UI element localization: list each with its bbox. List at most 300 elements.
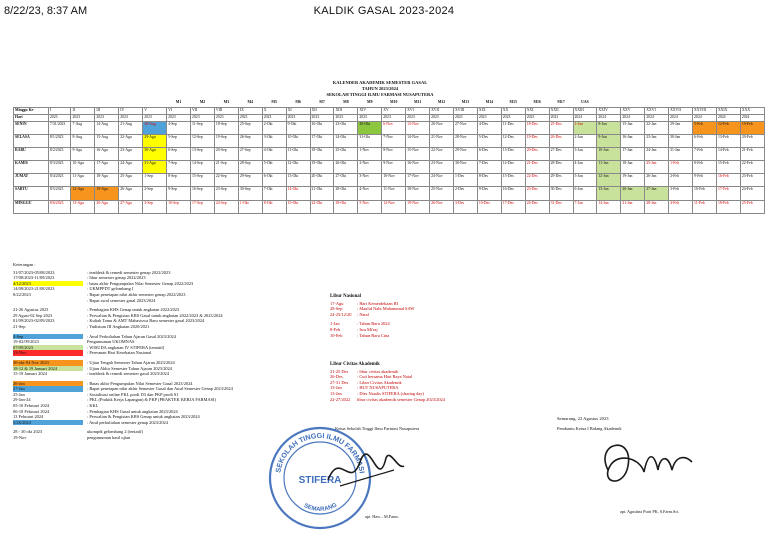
date-cell: 4-Sep xyxy=(167,121,191,134)
month-cell: M8 xyxy=(343,100,349,104)
date-cell: 22-Feb xyxy=(740,161,764,174)
date-cell: 31-Agu xyxy=(143,161,167,174)
year-cell: 2024 xyxy=(740,114,764,121)
date-cell: 28-Nov xyxy=(453,134,477,147)
legend-desc: : teaddesk & remedi semester genap 2022/2023 xyxy=(87,269,171,275)
date-cell: 4-Okt xyxy=(262,147,286,160)
date-cell: 1-Des xyxy=(453,174,477,187)
holidays-desc: : Maulid Nabi Muhammad SAW xyxy=(357,306,415,312)
date-cell: 8-Feb xyxy=(693,161,717,174)
year-cell: 2024 xyxy=(573,114,597,121)
month-row xyxy=(14,100,765,107)
date-cell: 2-Nov xyxy=(358,161,382,174)
cuti-desc: : HUT NUSAPUTERA xyxy=(357,385,399,391)
date-cell: 8-Jan xyxy=(597,121,621,134)
legend-title: Keterangan : xyxy=(13,262,36,267)
date-cell: 16-Agu xyxy=(95,147,119,160)
legend-section xyxy=(13,262,373,441)
week-cell: XXIX xyxy=(716,107,740,114)
month-cell xyxy=(621,100,645,107)
month-cell: M7 xyxy=(319,100,325,104)
date-cell: 31-Jan xyxy=(669,147,693,160)
cuti-date: 21-25 Des xyxy=(330,368,349,374)
date-cell: 11-Sep xyxy=(191,121,215,134)
date-cell: 19-Des xyxy=(525,134,549,147)
date-cell: 28-Des xyxy=(549,161,573,174)
year-cell: 2023 xyxy=(48,114,71,121)
week-cell: XVII xyxy=(430,107,454,114)
date-cell: 25-Agu xyxy=(119,174,143,187)
date-cell: 14-Sep xyxy=(191,161,215,174)
date-cell: 20-Nov xyxy=(430,121,454,134)
left-signatory-name: apt. Haw... M.Farm. xyxy=(365,514,399,519)
date-cell: 4-Jan xyxy=(573,161,597,174)
holidays-item xyxy=(330,333,530,339)
year-cell: 2024 xyxy=(693,114,717,121)
cuti-desc: : Libur Civitas Akademik xyxy=(357,379,402,385)
date-cell: 23-Okt xyxy=(334,121,358,134)
legend-desc: ukompdt gelombang 2 (tentatif) xyxy=(87,429,143,435)
year-cell: 2023 xyxy=(286,114,310,121)
month-cell xyxy=(143,100,167,107)
holidays-date: 10-Feb xyxy=(330,332,343,338)
national-holidays-section xyxy=(330,294,530,338)
page-header xyxy=(0,0,768,22)
date-cell: 19-Agu xyxy=(95,187,119,200)
date-cell: 14-Des xyxy=(501,161,525,174)
week-cell: XXII xyxy=(549,107,573,114)
day-name: SABTU xyxy=(14,187,49,200)
stamp-text-mid: STIFERA xyxy=(298,475,342,486)
legend-date: 29-Jan-24 xyxy=(13,397,31,403)
legend-date: 14/08/2023-21/08/2023 xyxy=(13,286,55,292)
date-cell: 17-Feb xyxy=(716,187,740,200)
week-cell: XVI xyxy=(406,107,430,114)
holidays-title: Libur Nasional xyxy=(330,294,361,299)
date-cell: 26-Okt xyxy=(334,161,358,174)
date-cell: 9-Okt xyxy=(286,121,310,134)
date-cell: 18-Jan xyxy=(621,161,645,174)
week-cell: XXVI xyxy=(645,107,669,114)
date-cell: 12-Des xyxy=(501,134,525,147)
date-cell: 13-Des xyxy=(501,147,525,160)
date-cell: 21-Nov xyxy=(430,134,454,147)
date-cell: 25-Okt xyxy=(334,147,358,160)
date-cell: 28-Jan xyxy=(645,200,669,213)
date-cell: 27-Des xyxy=(549,147,573,160)
date-cell: 1-Okt xyxy=(238,200,262,213)
date-cell: 8/2/2023 xyxy=(48,147,71,160)
month-cell: M1 xyxy=(175,100,182,104)
month-cell xyxy=(48,100,71,107)
date-cell: 1-Jan xyxy=(573,121,597,134)
legend-desc: : Awal Perkuliahan Tahun Ajaran Gasal 2023/2024 xyxy=(87,333,176,339)
date-cell: 11-Nov xyxy=(382,187,406,200)
week-cell: VI xyxy=(167,107,191,114)
date-cell: 22-Jan xyxy=(645,121,669,134)
date-cell: 5-Okt xyxy=(262,161,286,174)
day-header: Hari xyxy=(14,114,49,121)
date-cell: 19-Okt xyxy=(310,161,334,174)
date-cell: 4-Nov xyxy=(358,187,382,200)
holidays-date: 8-Feb xyxy=(330,326,341,332)
date-cell: 8/6/2023 xyxy=(48,200,71,213)
date-cell: 24-Feb xyxy=(740,187,764,200)
date-cell: 26-Sep xyxy=(238,134,262,147)
week-cell: XIX xyxy=(477,107,501,114)
legend-date: 07/09/2023 xyxy=(13,345,83,351)
week-cell: XXIII xyxy=(573,107,597,114)
right-signatory-title: Pembantu Ketua I Bidang Akademik xyxy=(557,426,622,431)
date-cell: 13-Nov xyxy=(406,121,430,134)
doc-title-line2: TAHUN 2023/2024 xyxy=(361,86,399,91)
date-cell: 21-Sep xyxy=(214,161,238,174)
legend-desc: : teaddesk & remedi semester gasal 2023/2024 xyxy=(87,371,169,377)
date-cell: 6-Okt xyxy=(262,174,286,187)
week-cell: XXV xyxy=(621,107,645,114)
date-cell: 21-Des xyxy=(525,161,549,174)
date-cell: 8-Des xyxy=(477,174,501,187)
month-cell: M15 xyxy=(509,100,517,104)
holidays-desc: : Tahun Baru Cina xyxy=(357,332,390,338)
date-cell: 24-Agu xyxy=(119,161,143,174)
day-name: MINGGU xyxy=(14,200,49,213)
year-cell: 2024 xyxy=(716,114,740,121)
cuti-date: 26-Des xyxy=(330,374,343,380)
date-cell: 12-Jan xyxy=(597,174,621,187)
date-cell: 9-Des xyxy=(477,187,501,200)
legend-date: 18-12 & 19 Januari 2024 xyxy=(13,366,83,372)
stamp-text-top: SEKOLAH TINGGI ILMU FARMASI xyxy=(273,430,367,474)
date-cell: 7-Des xyxy=(477,161,501,174)
legend-date: 26-Jan xyxy=(13,381,83,387)
date-cell: 10-Des xyxy=(477,200,501,213)
legend-date: 05-10 Februari 2024 xyxy=(13,403,50,409)
date-cell: 18-Des xyxy=(525,121,549,134)
week-row xyxy=(14,107,765,114)
date-cell: 16-Okt xyxy=(310,121,334,134)
date-cell: 27-Okt xyxy=(334,174,358,187)
year-cell: 2023 xyxy=(262,114,286,121)
date-cell: 11-Jan xyxy=(597,161,621,174)
date-cell: 31-Okt xyxy=(358,134,382,147)
date-cell: 28-Aug xyxy=(143,121,167,134)
legend-desc: : Kuliah Tamu & AMT Mahasiswa Baru semester gasal 2023/2024 xyxy=(87,318,205,324)
academic-break-section xyxy=(330,362,550,402)
month-cell: M14 xyxy=(485,100,494,104)
date-cell: 24-Sep xyxy=(214,200,238,213)
calendar-row-rabu xyxy=(14,147,765,160)
week-cell: XXX xyxy=(740,107,764,114)
date-cell: 18-Nov xyxy=(406,187,430,200)
month-cell xyxy=(71,100,95,107)
month-cell xyxy=(716,100,740,107)
legend-date: 28 - 30 okt 2023 xyxy=(13,429,43,435)
date-cell: 3-Des xyxy=(453,200,477,213)
legend-date: 01/09/2023-02/09/2023 xyxy=(13,318,55,324)
date-cell: 13-Okt xyxy=(286,174,310,187)
date-cell: 19-Feb xyxy=(740,121,764,134)
date-cell: 9-Sep xyxy=(167,187,191,200)
date-cell: 12-Feb xyxy=(716,121,740,134)
date-cell: 17-Nov xyxy=(406,174,430,187)
month-cell xyxy=(669,100,693,107)
date-cell: 10-Jan xyxy=(597,147,621,160)
week-cell: V xyxy=(143,107,167,114)
calendar-row-sabtu xyxy=(14,187,765,200)
date-cell: 22-Nov xyxy=(430,147,454,160)
date-cell: 2-Jan xyxy=(573,134,597,147)
date-cell: 11-Feb xyxy=(693,200,717,213)
date-cell: 17-Agu xyxy=(95,161,119,174)
date-cell: 16-Feb xyxy=(716,174,740,187)
document-title xyxy=(250,80,510,98)
date-cell: 23-Nov xyxy=(430,161,454,174)
date-cell: 25-Jan xyxy=(645,161,669,174)
date-cell: 14-Jan xyxy=(597,200,621,213)
date-cell: 19-Jan xyxy=(621,174,645,187)
cuti-list xyxy=(330,369,550,403)
date-cell: 5-Nov xyxy=(358,200,382,213)
date-cell: 21-Feb xyxy=(740,147,764,160)
legend-item xyxy=(13,298,373,304)
date-cell: 19-Nov xyxy=(406,200,430,213)
date-cell: 14-Feb xyxy=(716,147,740,160)
month-cell: M10 xyxy=(390,100,398,104)
left-signatory-title: Ketua Sekolah Tinggi Ilmu Farmasi Nusaputera xyxy=(335,426,420,431)
calendar-row-minggu xyxy=(14,200,765,213)
print-timestamp: 8/22/23, 8:37 AM xyxy=(4,5,88,17)
date-cell: 11-Okt xyxy=(286,147,310,160)
date-cell: 27-Nov xyxy=(453,121,477,134)
date-cell: 29-Des xyxy=(549,174,573,187)
date-cell: 23-Feb xyxy=(740,174,764,187)
date-cell: 8/5/2023 xyxy=(48,187,71,200)
legend-date: 4/12/2023 xyxy=(13,281,83,287)
date-cell: 24-Nov xyxy=(430,174,454,187)
left-signature xyxy=(320,440,410,500)
date-cell: 18-Agu xyxy=(95,174,119,187)
week-cell: I xyxy=(48,107,71,114)
month-cell: M4 xyxy=(247,100,253,104)
date-cell: 7-Nov xyxy=(382,134,406,147)
legend-date: 4-Sep xyxy=(13,334,83,340)
week-cell: XXIV xyxy=(597,107,621,114)
cuti-desc: libur civitas akademik semester Genap 2023/2024 xyxy=(357,396,445,402)
legend-desc: : Pembagian KHS Gasal untuk angkatan 2023/2024 xyxy=(87,408,178,414)
date-cell: 15-Okt xyxy=(286,200,310,213)
date-cell: 27-Jan xyxy=(645,187,669,200)
date-cell: 15-Aug xyxy=(95,134,119,147)
date-cell: 20-Jan xyxy=(621,187,645,200)
date-cell: 9-Jan xyxy=(597,134,621,147)
month-cell xyxy=(95,100,119,107)
date-cell: 8/1/2023 xyxy=(48,134,71,147)
date-cell: 2-Des xyxy=(453,187,477,200)
legend-desc: : libur semester genap 2022/2023 xyxy=(87,275,146,281)
date-cell: 9-Agu xyxy=(71,147,95,160)
month-label-spacer xyxy=(14,100,49,107)
date-cell: 28-Sep xyxy=(238,161,262,174)
date-cell: 15-Feb xyxy=(716,161,740,174)
legend-desc: : Ujian Tengah Semester Tahun Ajaran 2023/2024 xyxy=(87,359,175,365)
date-cell: 29-Okt xyxy=(334,200,358,213)
date-cell: 13-Agu xyxy=(71,200,95,213)
date-cell: 15-Des xyxy=(501,174,525,187)
holidays-date: 17-Agu xyxy=(330,300,344,306)
legend-desc: : WISUDA angkatan IV STIFERA (tentatif) xyxy=(87,344,165,350)
date-cell: 10-Sep xyxy=(167,200,191,213)
date-cell: 18-Feb xyxy=(716,200,740,213)
date-cell: 8/3/2023 xyxy=(48,161,71,174)
place-date: Semarang, 22 Agustus 2023 xyxy=(557,416,609,421)
date-cell: 10-Agu xyxy=(71,161,95,174)
date-cell: 25-Des xyxy=(549,121,573,134)
date-cell: 11-Agu xyxy=(71,174,95,187)
doc-title-line1: KALENDER AKADEMIK SEMESTER GASAL xyxy=(332,80,428,85)
date-cell: 30-Des xyxy=(549,187,573,200)
legend-date: 13-Nov xyxy=(13,350,83,356)
date-cell: 20-Agu xyxy=(95,200,119,213)
holidays-list xyxy=(330,301,530,339)
week-cell: III xyxy=(95,107,119,114)
week-cell: XXVIII xyxy=(693,107,717,114)
date-cell: 27-Sep xyxy=(238,147,262,160)
date-cell: 6-Sep xyxy=(167,147,191,160)
week-cell: XIII xyxy=(334,107,358,114)
cuti-date: 13-Jan xyxy=(330,390,342,396)
year-cell: 2024 xyxy=(645,114,669,121)
date-cell: 13-Jan xyxy=(597,187,621,200)
legend-desc: : Ujian Akhir Semester Tahun Ajaran 2023/2024 xyxy=(87,365,172,371)
legend-date: 19-02/09/2023 xyxy=(13,339,39,345)
legend-date: 25-Jan xyxy=(13,391,25,397)
year-cell: 2023 xyxy=(143,114,167,121)
date-cell: 20-Des xyxy=(525,147,549,160)
week-cell: VIII xyxy=(214,107,238,114)
year-cell: 2023 xyxy=(453,114,477,121)
day-name: SENIN xyxy=(14,121,49,134)
legend-desc: : Peresman Hari Kesehatan Nasional xyxy=(87,350,152,356)
year-cell: 2023 xyxy=(119,114,143,121)
month-cell xyxy=(597,100,621,107)
date-cell: 10-Feb xyxy=(693,187,717,200)
year-cell: 2023 xyxy=(71,114,95,121)
date-cell: 21-Okt xyxy=(310,187,334,200)
date-cell: 15-Sep xyxy=(191,174,215,187)
date-cell: 31-Des xyxy=(549,200,573,213)
cuti-date: 27-31 Des xyxy=(330,379,349,385)
page-title: KALDIK GASAL 2023-2024 xyxy=(313,5,455,17)
year-cell: 2023 xyxy=(310,114,334,121)
date-cell: 22-Des xyxy=(525,174,549,187)
holidays-desc: : Hari Kemerdekaan RI xyxy=(357,300,399,306)
month-cell xyxy=(119,100,143,107)
legend-date: 15-19 Januari 2024 xyxy=(13,371,47,377)
holidays-date: 24-25/12/20 xyxy=(330,311,352,317)
date-cell: 5-Sep xyxy=(167,134,191,147)
date-cell: 19-Sep xyxy=(214,134,238,147)
date-cell: 20-Feb xyxy=(740,134,764,147)
month-cell: M6 xyxy=(295,100,301,104)
week-cell: X xyxy=(262,107,286,114)
date-cell: 22-Okt xyxy=(310,200,334,213)
date-cell: 29-Sep xyxy=(238,174,262,187)
year-cell: 2023 xyxy=(334,114,358,121)
week-cell: XXI xyxy=(525,107,549,114)
date-cell: 11-Des xyxy=(501,121,525,134)
date-cell: 22-Agu xyxy=(119,134,143,147)
date-cell: 24-Okt xyxy=(334,134,358,147)
legend-desc: : Rapat penetapan nilai akhir semester genap 2022/2023 xyxy=(87,291,186,297)
year-cell: 2023 xyxy=(95,114,119,121)
holidays-desc: : Tahun Baru 2024 xyxy=(357,321,390,327)
day-name: RABU xyxy=(14,147,49,160)
legend-desc: : Sosialisasi online PKL prodi D3 dan PKP prodi S1 xyxy=(87,391,179,397)
legend-item xyxy=(13,350,373,356)
date-cell: 13-Feb xyxy=(716,134,740,147)
date-cell: 14-Nov xyxy=(406,134,430,147)
week-cell: XI xyxy=(286,107,310,114)
date-cell: 17-Des xyxy=(501,200,525,213)
legend-date: 5/26/2024 xyxy=(13,420,83,426)
date-cell: 10-Okt xyxy=(286,134,310,147)
legend-date: 13 Februari 2024 xyxy=(13,414,44,420)
date-cell: 23-Des xyxy=(525,187,549,200)
legend-date: 17/08/2023-11/09/2023 xyxy=(13,275,55,281)
date-cell: 30-Nov xyxy=(453,161,477,174)
date-cell: 29-Agu xyxy=(143,134,167,147)
week-cell: II xyxy=(71,107,95,114)
legend-desc: : Rapat penetapan nilai akhir Semester Gasal dan Awal Semester Genap 2023/2024 xyxy=(87,386,233,392)
date-cell: 12-Nov xyxy=(382,200,406,213)
date-cell: 10-Nov xyxy=(382,174,406,187)
month-cell: M9 xyxy=(367,100,373,104)
date-cell: 4-Des xyxy=(477,121,501,134)
year-cell: 2023 xyxy=(501,114,525,121)
date-cell: 24-Des xyxy=(525,200,549,213)
date-cell: 8-Aug xyxy=(71,134,95,147)
month-cell: M11 xyxy=(414,100,422,104)
legend-desc: : Rapat awal semester gasal 2023/2024 xyxy=(87,297,156,303)
date-cell: 9-Nov xyxy=(382,161,406,174)
date-cell: 22-Sep xyxy=(214,174,238,187)
cuti-date: 13-Jan xyxy=(330,385,342,391)
date-cell: 24-Jan xyxy=(645,147,669,160)
calendar-table xyxy=(13,100,765,214)
legend-item xyxy=(13,324,373,330)
date-cell: 17-Okt xyxy=(310,134,334,147)
month-cell xyxy=(645,100,669,107)
year-cell: 2024 xyxy=(597,114,621,121)
legend-date xyxy=(13,298,83,304)
cuti-desc: : Dies Natalis STIFERA (sharing day) xyxy=(357,390,424,396)
date-cell: 6-Jan xyxy=(573,187,597,200)
date-cell: 2-Okt xyxy=(262,121,286,134)
cuti-desc: : libur civitas akademik xyxy=(357,368,399,374)
legend-desc: : UKMPPDT gelombang I xyxy=(87,286,134,292)
year-cell: 2023 xyxy=(406,114,430,121)
legend-desc: : KKL xyxy=(87,403,99,409)
date-cell: 5-Des xyxy=(477,134,501,147)
date-cell: 26-Nov xyxy=(430,200,454,213)
date-cell: 26-Agu xyxy=(119,187,143,200)
week-cell: XX xyxy=(501,107,525,114)
date-cell: 28-Okt xyxy=(334,187,358,200)
year-cell: 2024 xyxy=(669,114,693,121)
date-cell: 7-Aug xyxy=(71,121,95,134)
holidays-date: 28-Sep xyxy=(330,306,343,312)
